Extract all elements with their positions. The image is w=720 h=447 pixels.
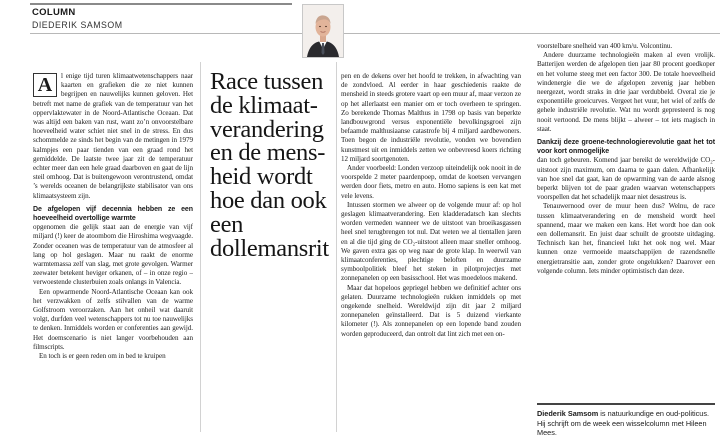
paragraph: Andere duurzame technologieën maken al even vrolijk. Batterijen werden de afgelopen tien jaar 80 procent goedkoper en het volume steeg met een factor 300. De totale hoeveelheid windenergie die we de afgelopen zevenig jaar hebben neergezet, wordt straks in drie jaar verdubbeld. Overal zie je exponentiële groeicurves. Vergeet het vuur, het wiel of zelfs de gehele industriële revolutie. Wat nu wordt gepresteerd is nog nooit vertoond. De mens blijkt – alweer – tot iets magisch in staat. [537, 51, 715, 133]
headline-divider-left [200, 62, 201, 432]
section-subheading: De afgelopen vijf decennia hebben ze een hoeveelheid overtollige warmte [33, 205, 193, 223]
paragraph: Ander voorbeeld: Londen verzoop uiteindelijk ook nooit in de voorspelde 2 meter paardenpoep, omdat de koetsen vervangen werden door fiets, metro en auto. Homo sapiens is een kat met vele levens. [341, 164, 521, 200]
author-byline: DIEDERIK SAMSOM [32, 20, 123, 30]
article-column-3 [537, 42, 715, 445]
headline-divider-right [336, 62, 337, 432]
author-portrait [302, 4, 344, 58]
section-subheading: Dankzij deze groene-technologierevolutie gaat het tot voor kort onmogelijke [537, 139, 715, 156]
paragraph: Intussen stormen we alweer op de volgende muur af: op hol geslagen klimaatverandering. Een kladderadatsch kan slechts worden vermeden wanneer we de uitstoot van broeikasgassen heel snel terugbrengen tot nul. Dat weten we al tientallen jaren en al die tijd ging de CO₂-uitstoot alleen maar sneller omhoog. We gaven extra gas op weg naar de grote klap. In weerwil van klimaatconferenties, plechtige beloften en duurzame symboolpolitiek bleef het steken in pilotprojectjes met zonnepanelen op een basisschool. Het was moedeloos makend. [341, 200, 521, 283]
paragraph: Tenauwernood over de muur heen dus? Welnu, de race tussen klimaatverandering en de mensheid wordt heel spannend, maar we maken een kans. Het wordt hoe dan ook een dollemansrit. En juist daar schuilt de grootste uitdaging. Technisch kan het, financieel lukt het ook nog wel. Maar kunnen onze vermoeide maatschappijen de razendsnelle energietransitie aan, zonder grote ongelukken? Daarover een volgende column. Iets minder optimistisch dan deze. [537, 202, 715, 275]
author-bio [537, 409, 715, 438]
article-column-1 [33, 72, 193, 445]
rubric-bar [30, 3, 292, 5]
paragraph: opgenomen die gelijk staat aan de energie van vijf miljard (!) keer de atoombom die Hiroshima wegvaagde. Zonder oceanen was de temperatuur van de atmosfeer al lang op hol geslagen. Maar nu raakt de enorme warmtemassa zelf van slag, met grote gevolgen. Warmer zeewater betekent heviger orkanen, of – in onze regio – verwoestende clusterbuien zoals onlangs in Valencia. [33, 223, 193, 287]
paragraph: dan toch gebeuren. Komend jaar bereikt de wereldwijde CO₂-uitstoot zijn maximum, om daarna te gaan dalen. Afhankelijk van hoe snel dat gaat, kan de opwarming van de aarde alsnog beperkt blijven tot de paar graden waarvan wetenschappers voorspellen dat het schadelijk maar niet desastreus is. [537, 156, 715, 202]
paragraph: pen en de dekens over het hoofd te trekken, in afwachting van de zondvloed. Al eerder in haar geschiedenis raakte de mensheid in steeds grotere vaart op een muur af, maar verzon ze op het allerlaatst een manier om er toch overheen te springen. Zo berekende Thomas Malthus in 1798 op basis van beperkte landbouwgrond versus exponentiële bevolkingsgroei zijn befaamde malthusiaanse catastrofe bij 4 miljard aardbewoners. Toen begon de industriële revolutie, vonden we bovendien kunstmest uit en inmiddels zetten we onbevreesd koers richting 12 miljard soortgenoten. [341, 72, 521, 163]
header-rule [30, 33, 720, 34]
portrait-illustration [303, 5, 343, 57]
article-column-2 [341, 72, 521, 445]
paragraph: voorstelbare snelheid van 400 km/u. Volcontinu. [537, 42, 673, 50]
paragraph: Maar dat hopeloos gepriegel hebben we definitief achter ons gelaten. Duurzame technologieën rukken inmiddels op met ongekende snelheid. Wereldwijd zijn dit jaar 2 miljard zonnepanelen geïnstalleerd. Dat is 5 duizend vierkante kilometer (!). Als zonnepanelen op een lopende band zouden worden geproduceerd, dan ontrolt dat lint zich met een on- [341, 283, 521, 338]
paragraph: En toch is er geen reden om in bed te kruipen [39, 352, 166, 361]
bio-rule [537, 403, 715, 405]
column-rubric: COLUMN [32, 7, 76, 18]
bio-name: Diederik Samsom [537, 409, 599, 418]
paragraph: Een opwarmende Noord-Atlantische Oceaan kan ook het verzwakken of zelfs stilvallen van de warme Golfstroom veroorzaken. Aan het onheil wat daaruit volgt, durfden veel wetenschappers tot nu toe nauwelijks te denken. Inmiddels worden er conferenties aan gewijd. Het doemscenario is niet langer voorbehouden aan filmscripts. [33, 287, 193, 351]
article-headline: Race tussen de klimaatverandering en de mensheid wordt hoe dan ook een dollemansrit [210, 68, 329, 262]
drop-cap: A [33, 73, 57, 97]
bio-text: is natuurkundige en oud-politicus. Hij schrijft om de week een wisselcolumn met Hileen Mees. [537, 409, 709, 437]
paragraph: l enige tijd turen klimaatwetenschappers naar kaarten en grafieken die ze niet kunnen begrijpen en nauwelijks kunnen geloven. Het betreft met name de grafiek van de temperatuur van het oppervlaktewater in de Noord-Atlantische Oceaan. Dat was altijd een baken van rust, want zo’n onvoorstelbare hoeveelheid water schiet niet snel in de stress. En dus schommelde ze sinds het begin van de metingen in 1979 kalmpjes een paar tienden van een graad rond het gemiddelde. De laatste twee jaar zit de temperatuur echter meer dan een hele graad daarboven en gaat de lijn steil omhoog. Dat is buitengewoon verontrustend, omdat ’s werelds oceanen de belangrijkste stabilisator van ons klimaatsysteem zijn. [33, 72, 193, 200]
